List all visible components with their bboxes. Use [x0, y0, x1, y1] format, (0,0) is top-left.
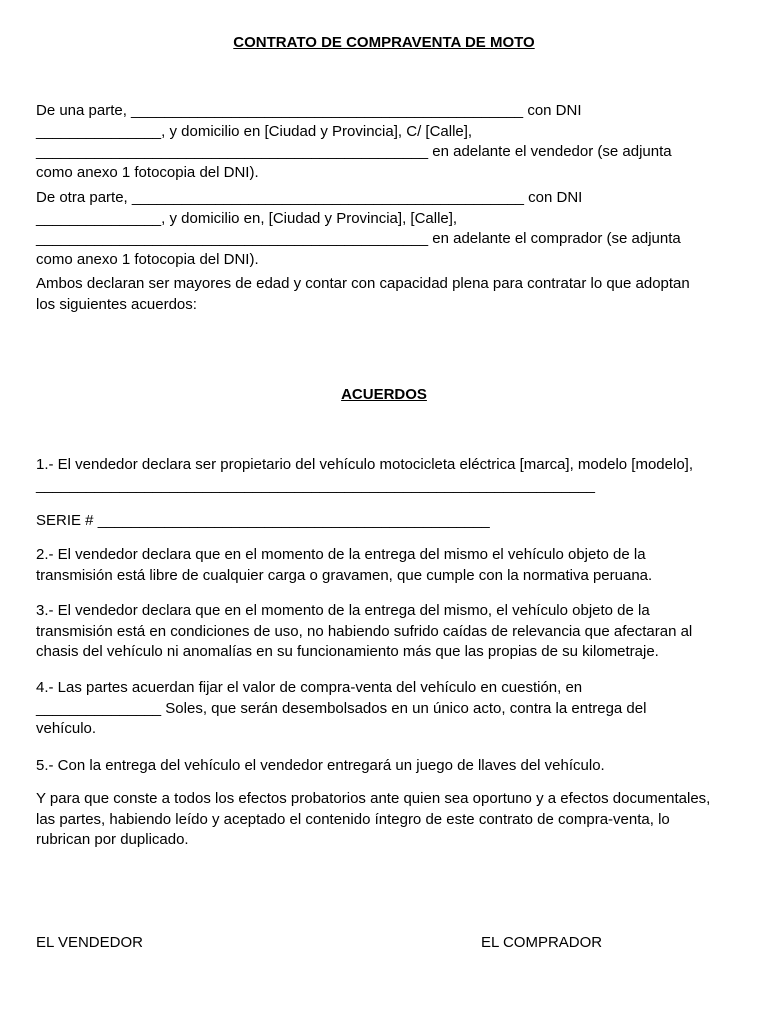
closing-paragraph: [36, 789, 736, 851]
closing-line-2: las partes, habiendo leído y aceptado el contenido íntegro de este contrato de compra-venta, lo: [36, 810, 670, 828]
buyer-line-4: como anexo 1 fotocopia del DNI).: [36, 250, 259, 268]
buyer-line-1: De otra parte, _______________________________________________ con DNI: [36, 189, 583, 206]
clause-5-line-1: 5.- Con la entrega del vehículo el vendedor entregará un juego de llaves del vehículo.: [36, 757, 605, 774]
buyer-line-3: _______________________________________________ en adelante el comprador (se adjunta: [36, 230, 681, 247]
serie-text: SERIE # _______________________________________________: [36, 512, 490, 529]
buyer-signature-label: EL COMPRADOR: [481, 934, 603, 951]
clause-5: [36, 756, 736, 777]
clause-2-line-1: 2.- El vendedor declara que en el momento de la entrega del mismo el vehículo objeto de la: [36, 546, 646, 563]
clause-4-line-2: _______________ Soles, que serán desembolsados en un único acto, contra la entrega del: [36, 699, 647, 717]
clause-3-line-2: transmisión está en condiciones de uso, no habiendo sufrido caídas de relevancia que afectaran al: [36, 622, 693, 640]
clause-3: [36, 601, 736, 663]
clause-1-line-2: ___________________________________________________________________: [36, 476, 595, 494]
serie-line: [36, 511, 736, 532]
closing-line-3: rubrican por duplicado.: [36, 831, 189, 848]
document-title: CONTRATO DE COMPRAVENTA DE MOTO: [233, 34, 535, 51]
clause-1-line-1: 1.- El vendedor declara ser propietario del vehículo motocicleta eléctrica [marca], modelo [modelo],: [36, 456, 693, 473]
buyer-party-paragraph: [36, 188, 736, 270]
buyer-line-2: _______________, y domicilio en, [Ciudad y Provincia], [Calle],: [36, 209, 458, 227]
seller-line-1: De una parte, _______________________________________________ con DNI: [36, 102, 582, 119]
clause-3-line-1: 3.- El vendedor declara que en el momento de la entrega del mismo, el vehículo objeto de la: [36, 602, 650, 619]
clause-4: [36, 678, 736, 740]
clause-4-line-3: vehículo.: [36, 720, 97, 737]
both-line-1: Ambos declaran ser mayores de edad y contar con capacidad plena para contratar lo que adoptan: [36, 275, 690, 292]
clause-4-line-1: 4.- Las partes acuerdan fijar el valor de compra-venta del vehículo en cuestión, en: [36, 679, 583, 696]
seller-signature-label: EL VENDEDOR: [36, 934, 143, 951]
seller-line-3: _______________________________________________ en adelante el vendedor (se adjunta: [36, 143, 672, 160]
closing-line-1: Y para que conste a todos los efectos probatorios ante quien sea oportuno y a efectos documentales,: [36, 790, 711, 807]
seller-party-paragraph: [36, 101, 736, 183]
both-line-2: los siguientes acuerdos:: [36, 295, 197, 313]
seller-line-4: como anexo 1 fotocopia del DNI).: [36, 163, 259, 181]
clause-1: [36, 455, 736, 496]
seller-line-2: _______________, y domicilio en [Ciudad y Provincia], C/ [Calle],: [36, 122, 473, 140]
clause-3-line-3: chasis del vehículo ni anomalías en su funcionamiento más que las propias de su kilometraje.: [36, 643, 659, 660]
clause-2-line-2: transmisión está libre de cualquier carga o gravamen, que cumple con la normativa peruana.: [36, 566, 653, 584]
clause-2: [36, 545, 736, 586]
agreements-heading: ACUERDOS: [341, 386, 427, 403]
both-parties-paragraph: [36, 274, 736, 315]
